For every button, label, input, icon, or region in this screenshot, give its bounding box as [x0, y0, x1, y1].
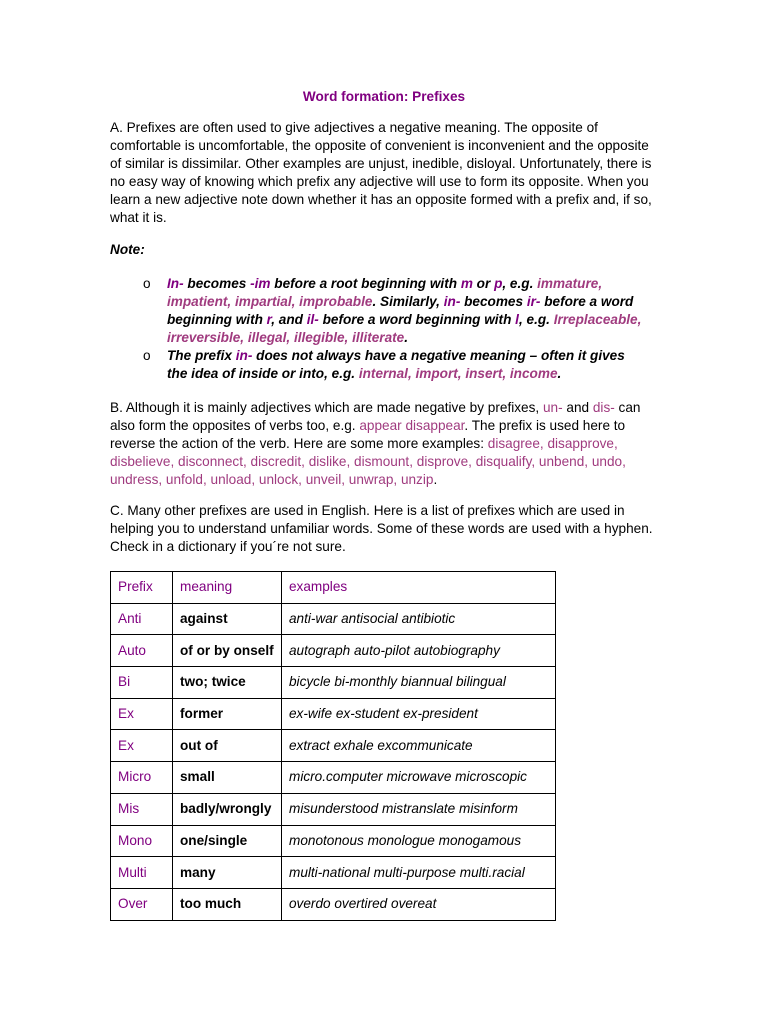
cell-prefix: Mono: [111, 825, 173, 857]
table-row: [111, 635, 556, 667]
cell-meaning: badly/wrongly: [173, 793, 282, 825]
text-span: or: [472, 276, 495, 291]
text-span: appear disappear: [359, 418, 465, 433]
cell-meaning: against: [173, 603, 282, 635]
text-span: .: [557, 366, 562, 381]
text-span: r: [266, 312, 272, 327]
text-span: becomes: [183, 276, 251, 291]
cell-prefix: Ex: [111, 698, 173, 730]
text-span: does not always have a negative meaning – often it gives the idea of inside or into, e.g.: [167, 348, 625, 381]
note-bullet-2: [143, 347, 643, 383]
cell-examples: monotonous monologue monogamous: [282, 825, 556, 857]
text-span: becomes: [460, 294, 527, 309]
text-span: and: [562, 400, 593, 415]
text-span: m: [460, 276, 473, 291]
text-span: . Similarly,: [372, 294, 444, 309]
cell-meaning: small: [173, 762, 282, 794]
header-prefix: Prefix: [111, 572, 173, 604]
text-span: internal, import, insert, income: [358, 366, 558, 381]
text-span: , e.g.: [518, 312, 554, 327]
cell-examples: bicycle bi-monthly biannual bilingual: [282, 667, 556, 699]
cell-meaning: many: [173, 857, 282, 889]
header-examples: examples: [282, 572, 556, 604]
note-label: Note:: [110, 242, 145, 257]
section-b-paragraph: [110, 399, 658, 489]
cell-examples: multi-national multi-purpose multi.racial: [282, 857, 556, 889]
cell-prefix: Over: [111, 888, 173, 920]
cell-meaning: one/single: [173, 825, 282, 857]
cell-examples: anti-war antisocial antibiotic: [282, 603, 556, 635]
text-span: dis-: [592, 400, 615, 415]
cell-examples: overdo overtired overeat: [282, 888, 556, 920]
text-span: il-: [306, 312, 319, 327]
cell-examples: ex-wife ex-student ex-president: [282, 698, 556, 730]
table-row: [111, 857, 556, 889]
table-row: [111, 603, 556, 635]
cell-prefix: Anti: [111, 603, 173, 635]
text-span: before a word beginning with: [318, 312, 516, 327]
text-span: before a word beginning with: [167, 294, 634, 327]
table-row: [111, 888, 556, 920]
header-meaning: meaning: [173, 572, 282, 604]
cell-examples: misunderstood mistranslate misinform: [282, 793, 556, 825]
table-row: [111, 793, 556, 825]
text-span: , e.g.: [502, 276, 538, 291]
note-list: [143, 275, 643, 383]
cell-meaning: former: [173, 698, 282, 730]
text-span: in-: [235, 348, 253, 363]
cell-meaning: too much: [173, 888, 282, 920]
cell-examples: autograph auto-pilot autobiography: [282, 635, 556, 667]
text-span: . The prefix is used here to reverse the action of the verb. Here are some more examples:: [110, 418, 626, 451]
page-title: Word formation: Prefixes: [302, 89, 466, 104]
cell-meaning: out of: [173, 730, 282, 762]
text-span: immature, impatient, impartial, improbable: [167, 276, 603, 309]
bullet-marker: o: [143, 276, 151, 291]
text-span: p: [494, 276, 503, 291]
text-span: before a root beginning with: [270, 276, 461, 291]
text-span: ir-: [526, 294, 541, 309]
prefix-table: [110, 571, 556, 921]
text-span: can also form the opposites of verbs too, e.g.: [110, 400, 641, 433]
text-span: B. Although it is mainly adjectives which are made negative by prefixes,: [110, 400, 543, 415]
table-row: [111, 825, 556, 857]
cell-meaning: two; twice: [173, 667, 282, 699]
cell-prefix: Bi: [111, 667, 173, 699]
text-span: Irreplaceable, irreversible, illegal, illegible, illiterate: [167, 312, 642, 345]
cell-prefix: Ex: [111, 730, 173, 762]
table-row: [111, 698, 556, 730]
note-bullet-1: [143, 275, 643, 347]
text-span: .: [404, 330, 409, 345]
cell-prefix: Micro: [111, 762, 173, 794]
text-span: The prefix: [167, 348, 236, 363]
table-row: [111, 667, 556, 699]
text-span: in-: [443, 294, 461, 309]
cell-prefix: Auto: [111, 635, 173, 667]
table-row: [111, 730, 556, 762]
section-a-paragraph: A. Prefixes are often used to give adjectives a negative meaning. The opposite of comfortable is uncomfortable, the opposite of convenient is inconvenient and the opposite of similar is dissimilar. Other examples are unjust, inedible, disloyal. Unfortunately, there is no easy way of knowing which prefix any adjective will use to form its opposite. When you learn a new adjective note down whether it has an opposite formed with a prefix and, if so, what it is.: [110, 120, 652, 225]
bullet-marker: o: [143, 348, 151, 363]
cell-examples: extract exhale excommunicate: [282, 730, 556, 762]
cell-prefix: Multi: [111, 857, 173, 889]
table-row: [111, 762, 556, 794]
table-header-row: [111, 572, 556, 604]
text-span: -im: [250, 276, 271, 291]
text-span: , and: [271, 312, 307, 327]
text-span: disagree, disapprove, disbelieve, disconnect, discredit, dislike, dismount, disprove, disqualify, unbend, undo, undress, unfold, unload, unlock, unveil, unwrap, unzip: [110, 436, 626, 487]
text-span: un-: [542, 400, 563, 415]
text-span: In-: [167, 276, 184, 291]
cell-meaning: of or by onself: [173, 635, 282, 667]
text-span: .: [433, 472, 438, 487]
cell-examples: micro.computer microwave microscopic: [282, 762, 556, 794]
text-span: l: [515, 312, 519, 327]
cell-prefix: Mis: [111, 793, 173, 825]
section-c-paragraph: C. Many other prefixes are used in English. Here is a list of prefixes which are used in helping you to understand unfamiliar words. Some of these words are used with a hyphen. Check in a dictionary if you´re not sure.: [110, 503, 653, 554]
